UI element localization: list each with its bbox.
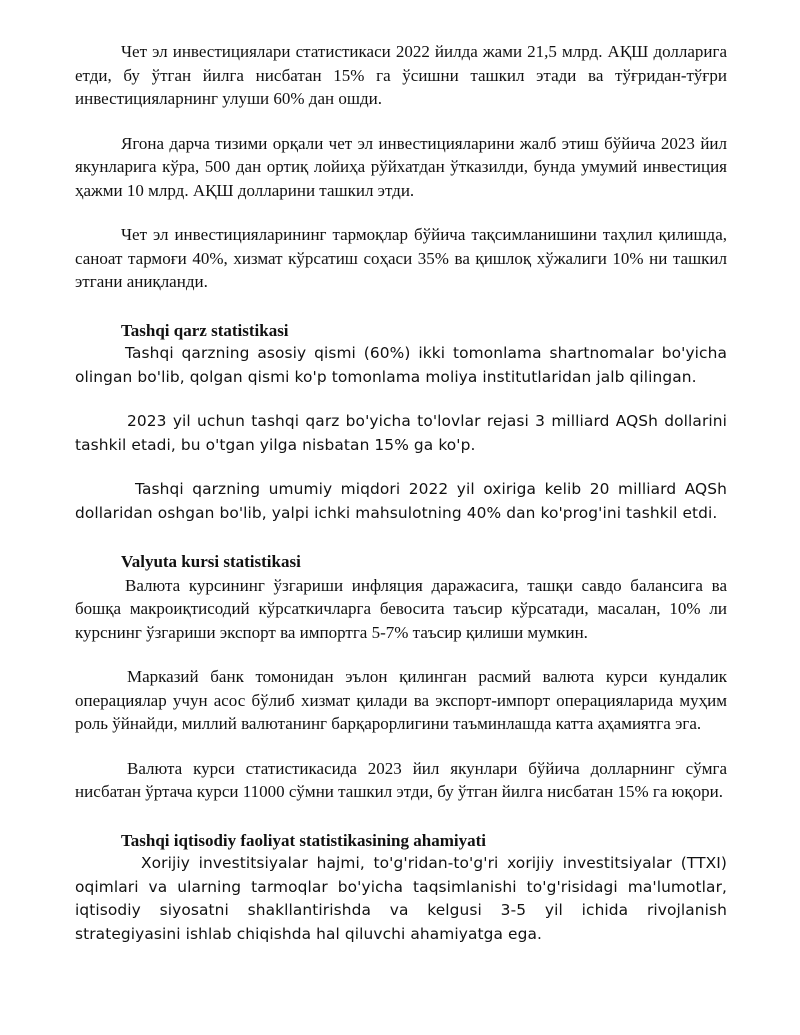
paragraph-debt-payments-plan: 2023 yil uchun tashqi qarz bo'yicha to'lovlar rejasi 3 milliard AQSh dollarini tashkil etadi, bu o'tgan yilga nisbatan 15% ga ko'p.: [75, 412, 727, 454]
paragraph-debt-total: Tashqi qarzning umumiy miqdori 2022 yil oxiriga kelib 20 milliard AQSh dollaridan oshgan bo'lib, yalpi ichki mahsulotning 40% dan ko'prog'ini tashkil etdi.: [75, 480, 727, 522]
paragraph-exchange-rate-impact: Валюта курсининг ўзгариши инфляция даражасига, ташқи савдо балансига ва бошқа макроиқтисодий кўрсаткичларга бевосита таъсир кўрсатади, масалан, 10% ли курснинг ўзгариши экспорт ва импортга 5-7% таъсир қилиши мумкин.: [75, 575, 727, 642]
heading-exchange-rate: Valyuta kursi statistikasi: [121, 552, 301, 571]
paragraph-single-window-system: Ягона дарча тизими орқали чет эл инвестицияларини жалб этиш бўйича 2023 йил якунларига кўра, 500 дан ортиқ лойиҳа рўйхатдан ўтказилди, бунда умумий инвестиция ҳажми 10 млрд. АҚШ долларини ташкил этди.: [75, 133, 727, 200]
paragraph-debt-structure: Tashqi qarzning asosiy qismi (60%) ikki tomonlama shartnomalar bo'yicha olingan bo'lib, qolgan qismi ko'p tomonlama moliya institutlaridan jalb qilingan.: [75, 344, 727, 386]
paragraph-importance-of-statistics: Xorijiy investitsiyalar hajmi, to'g'ridan-to'g'ri xorijiy investitsiyalar (TTXI) oqimlari va ularning tarmoqlar bo'yicha taqsimlanishi to'g'risidagi ma'lumotlar, iqtisodiy siyosatni shakllantirishda va kelgusi 3-5 yil ichida rivojlanish strategiyasini ishlab chiqishda hal qiluvchi ahamiyatga ega.: [75, 854, 727, 943]
paragraph-investment-by-sector: Чет эл инвестицияларининг тармоқлар бўйича тақсимланишини таҳлил қилишда, саноат тармоғи 40%, хизмат кўрсатиш соҳаси 35% ва қишлоқ хўжалиги 10% ни ташкил этгани аниқланди.: [75, 225, 727, 291]
heading-foreign-trade-importance: Tashqi iqtisodiy faoliyat statistikasining ahamiyati: [121, 830, 486, 850]
paragraph-foreign-investment-total: Чет эл инвестициялари статистикаси 2022 йилда жами 21,5 млрд. АҚШ долларига етди, бу ўтган йилга нисбатан 15% га ўсишни ташкил этади ва тўғридан-тўғри инвестицияларнинг улуши 60% дан ошди.: [75, 42, 727, 108]
document-page: [75, 40, 727, 946]
paragraph-average-rate-2023: Валюта курси статистикасида 2023 йил якунлари бўйича долларнинг сўмга нисбатан ўртача курси 11000 сўмни ташкил этди, бу ўтган йилга нисбатан 15% га юқори.: [75, 758, 727, 801]
paragraph-central-bank-rate: Марказий банк томонидан эълон қилинган расмий валюта курси кундалик операциялар учун асос бўлиб хизмат қилади ва экспорт-импорт операцияларида муҳим роль ўйнайди, миллий валютанинг барқарорлигини таъминлашда катта аҳамиятга эга.: [75, 667, 727, 733]
heading-external-debt: Tashqi qarz statistikasi: [121, 320, 289, 340]
